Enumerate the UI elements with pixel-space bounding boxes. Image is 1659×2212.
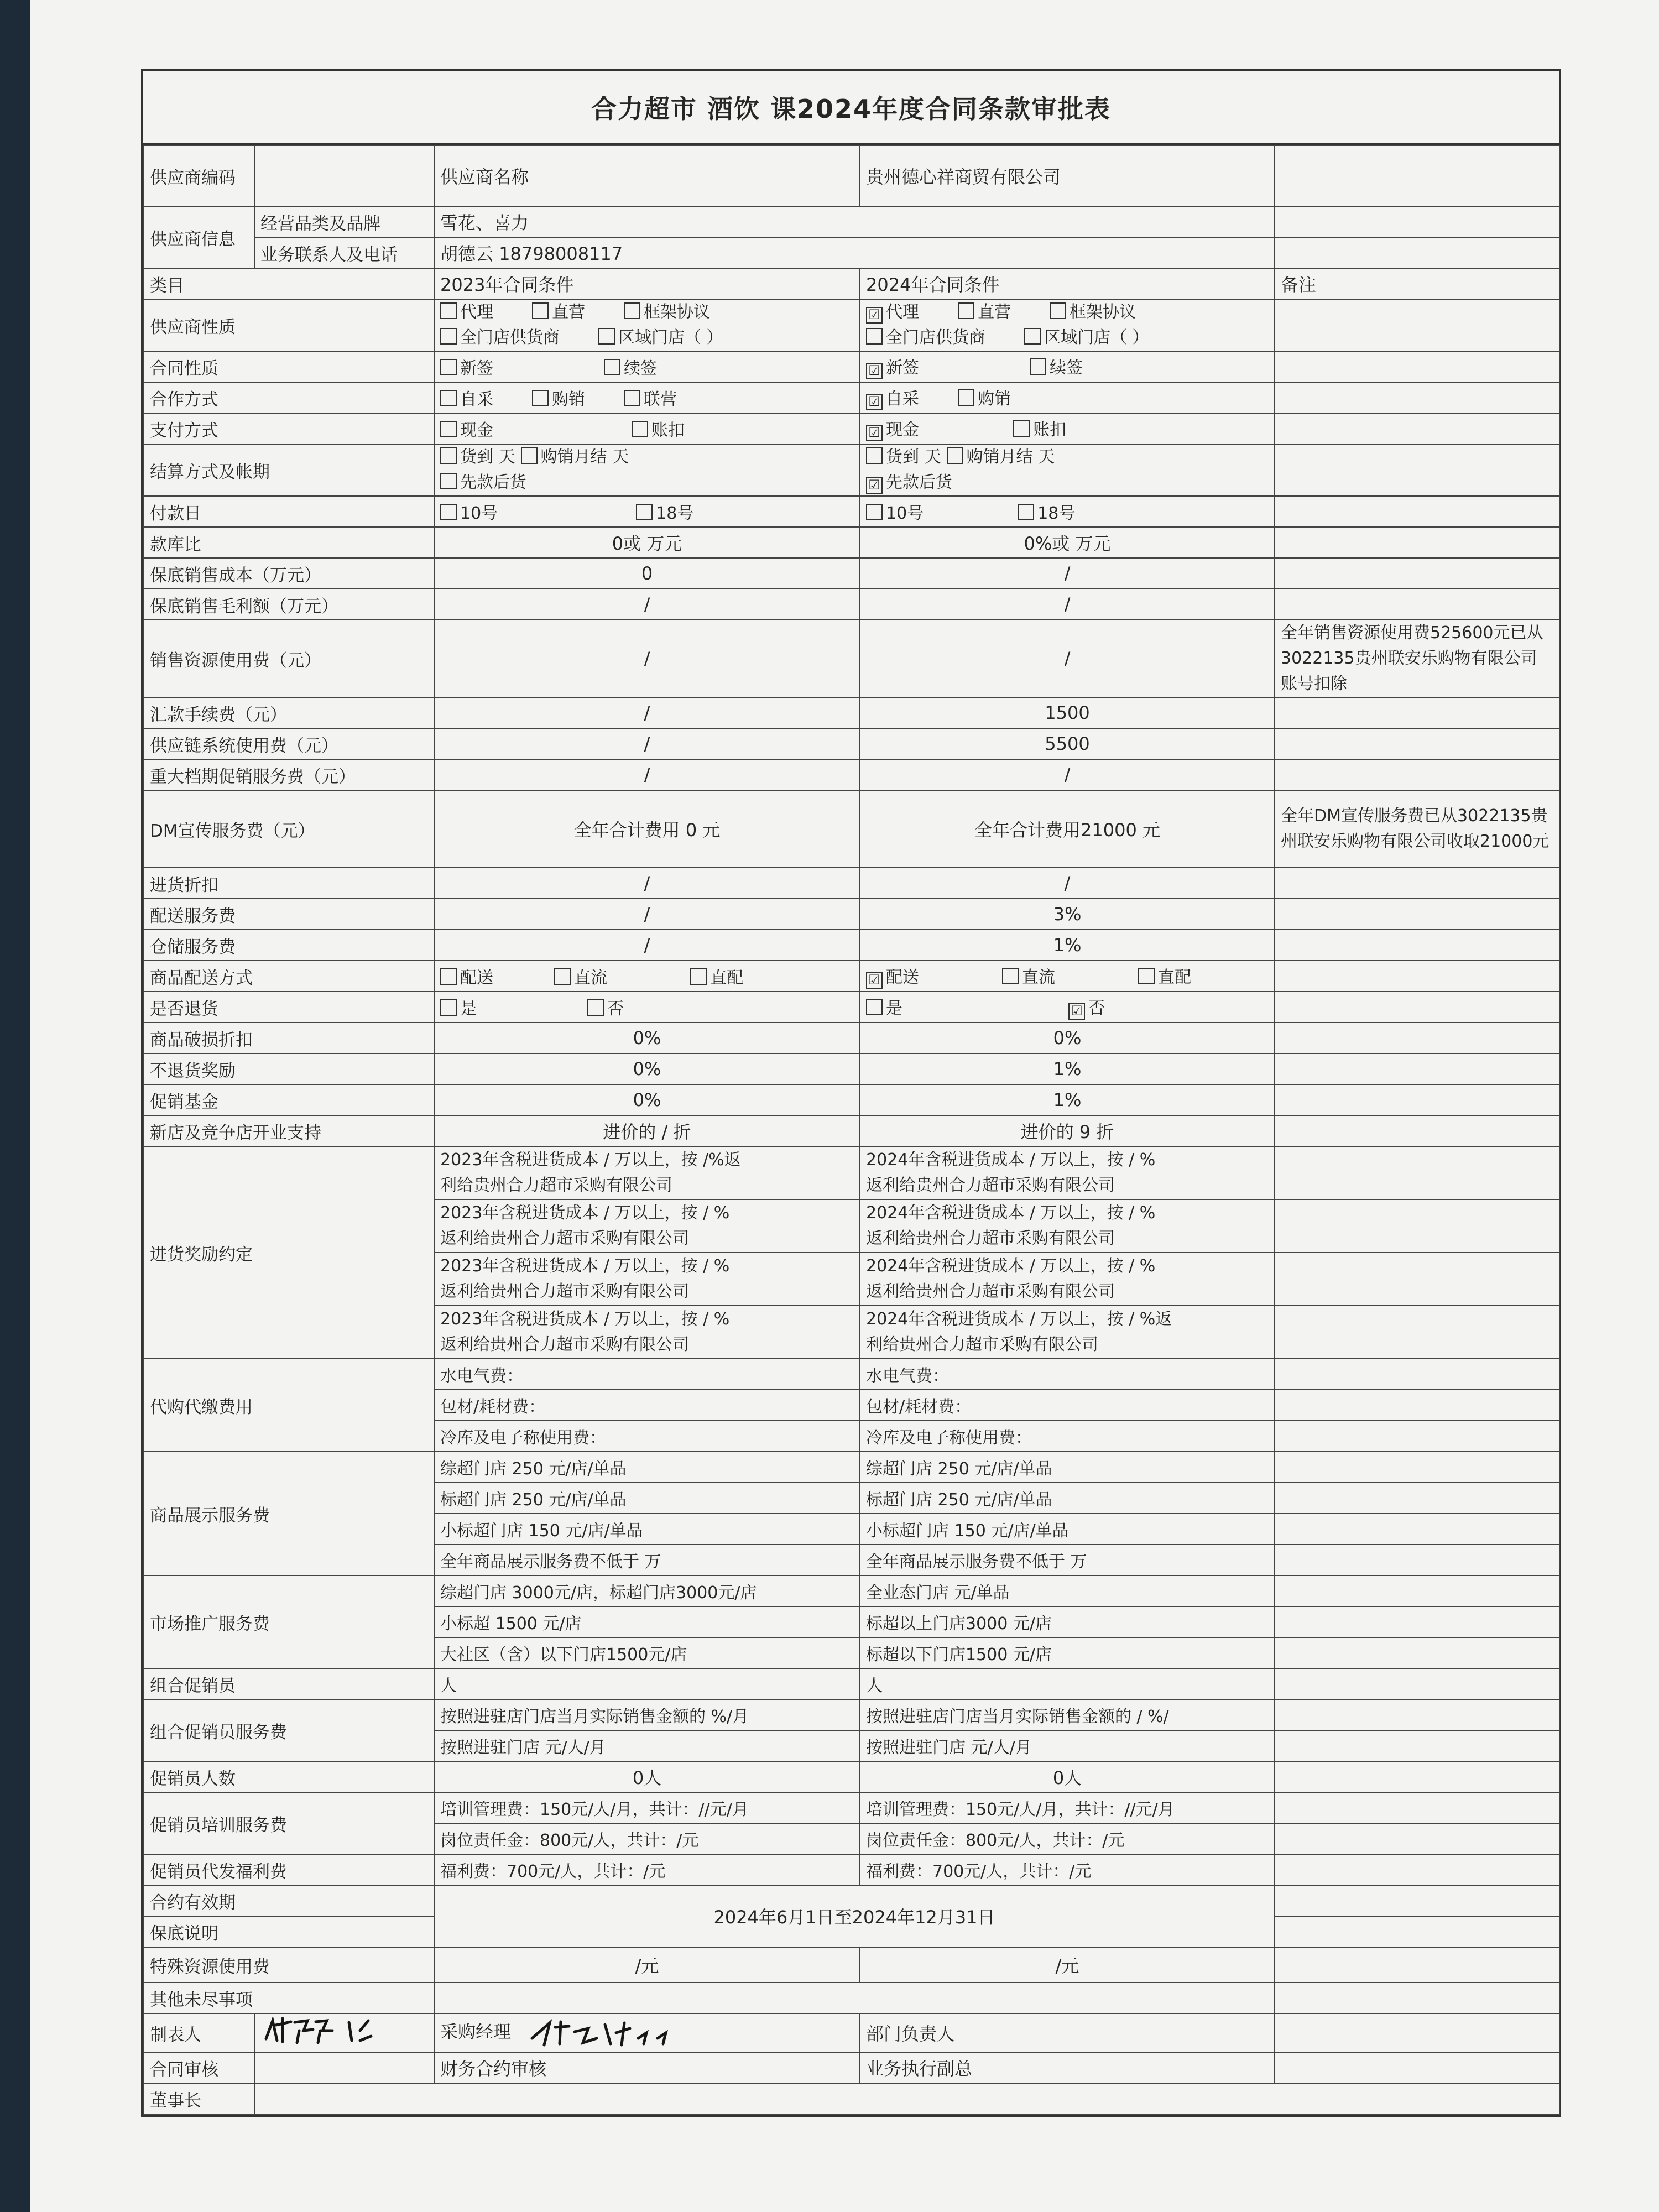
checkbox-icon — [604, 359, 620, 375]
checkbox-icon — [554, 968, 571, 985]
checkbox-icon — [1002, 968, 1019, 984]
promoter-fee-remark — [1275, 1730, 1559, 1761]
paper-sheet — [30, 0, 1659, 2212]
training-fee-2024: 培训管理费：150元/人/月，共计：//元/月 — [860, 1792, 1275, 1823]
contact-value: 胡德云 18798008117 — [434, 237, 1275, 268]
delivery-fee-2023: / — [434, 899, 860, 930]
checkbox-icon — [1018, 504, 1034, 520]
no-return-reward-2024: 1% — [860, 1053, 1275, 1084]
no-return-reward-remark — [1275, 1053, 1559, 1084]
promoter-2023: 人 — [434, 1668, 860, 1699]
display-fee-remark — [1275, 1483, 1559, 1514]
checked-checkbox-icon: ☑ — [866, 477, 883, 494]
category-label: 经营品类及品牌 — [254, 206, 434, 237]
dept-head-label: 部门负责人 — [860, 2013, 1275, 2052]
dept-head-remark — [1275, 2013, 1559, 2052]
rebate-2024-tier1: 2024年含税进货成本 / 万以上，按 / % 返利给贵州合力超市采购有限公司 — [860, 1146, 1275, 1199]
contract-nature-remark — [1275, 351, 1559, 382]
checkbox-icon — [440, 473, 457, 489]
supplier-name-remark — [1275, 145, 1559, 206]
supplier-name-value: 贵州德心祥商贸有限公司 — [860, 145, 1275, 206]
rebate-2024-tier3: 2024年含税进货成本 / 万以上，按 / % 返利给贵州合力超市采购有限公司 — [860, 1253, 1275, 1306]
handwritten-signature-icon — [528, 2016, 705, 2049]
checkbox-icon — [598, 328, 615, 345]
supplier-code-value — [254, 145, 434, 206]
approval-form — [141, 69, 1561, 2117]
storage-fee-2024: 1% — [860, 930, 1275, 961]
proxy-fee-remark — [1275, 1421, 1559, 1452]
remit-fee-remark — [1275, 697, 1559, 728]
promoter-fee-2024: 按照进驻店门店当月实际销售金额的 / %/ — [860, 1699, 1275, 1730]
checkbox-icon — [1050, 302, 1066, 319]
supply-chain-fee-2024: 5500 — [860, 728, 1275, 759]
rebate-remark — [1275, 1253, 1559, 1306]
review-value — [254, 2052, 434, 2083]
nature-2024: ☑ 代理 直营 框架协议 全门店供货商 区域门店（ ） — [860, 299, 1275, 351]
market-fee-remark — [1275, 1575, 1559, 1606]
checkbox-icon — [958, 389, 974, 406]
welfare-2023: 福利费：700元/人，共计：/元 — [434, 1854, 860, 1885]
purchase-discount-remark — [1275, 868, 1559, 899]
checkbox-icon — [1024, 328, 1041, 345]
promoter-fee-remark — [1275, 1699, 1559, 1730]
min-sales-cost-label: 保底销售成本（万元） — [144, 558, 434, 589]
delivery-fee-label: 配送服务费 — [144, 899, 434, 930]
checked-checkbox-icon: ☑ — [866, 363, 883, 379]
rebate-2023-tier4: 2023年含税进货成本 / 万以上，按 / % 返利给贵州合力超市采购有限公司 — [434, 1306, 860, 1359]
payment-method-label: 支付方式 — [144, 413, 434, 444]
display-fee-remark — [1275, 1514, 1559, 1545]
remit-fee-label: 汇款手续费（元） — [144, 697, 434, 728]
promo-fund-2023: 0% — [434, 1084, 860, 1115]
maker-label: 制表人 — [144, 2013, 254, 2052]
checkbox-icon — [958, 302, 974, 319]
proxy-fee-2023: 冷库及电子称使用费： — [434, 1421, 860, 1452]
chairman-value — [254, 2083, 1559, 2114]
pay-day-2023: 10号 18号 — [434, 496, 860, 527]
market-fee-2023: 小标超 1500 元/店 — [434, 1606, 860, 1637]
settlement-label: 结算方式及帐期 — [144, 444, 434, 496]
rebate-2023-tier1: 2023年含税进货成本 / 万以上，按 /%返 利给贵州合力超市采购有限公司 — [434, 1146, 860, 1199]
purchase-discount-2023: / — [434, 868, 860, 899]
nature-label: 供应商性质 — [144, 299, 434, 351]
display-fee-2023: 标超门店 250 元/店/单品 — [434, 1483, 860, 1514]
storage-fee-remark — [1275, 930, 1559, 961]
settlement-2023: 货到 天 购销月结 天 先款后货 — [434, 444, 860, 496]
checked-checkbox-icon: ☑ — [866, 425, 883, 441]
no-return-reward-2023: 0% — [434, 1053, 860, 1084]
distribution-2023: 配送 直流 直配 — [434, 961, 860, 992]
responsibility-fee-2023: 岗位责任金：800元/人，共计：/元 — [434, 1823, 860, 1854]
market-fee-2023: 综超门店 3000元/店，标超门店3000元/店 — [434, 1575, 860, 1606]
checkbox-icon — [440, 999, 457, 1016]
checkbox-icon — [866, 504, 883, 520]
manager-label: 采购经理 — [440, 2021, 512, 2042]
market-fee-2023: 大社区（含）以下门店1500元/店 — [434, 1637, 860, 1668]
promoter-fee-2024: 按照进驻门店 元/人/月 — [860, 1730, 1275, 1761]
checkbox-icon — [632, 421, 648, 437]
special-fee-label: 特殊资源使用费 — [144, 1947, 434, 1983]
rebate-remark — [1275, 1146, 1559, 1199]
contract-nature-label: 合同性质 — [144, 351, 434, 382]
contact-label: 业务联系人及电话 — [254, 237, 434, 268]
checkbox-icon — [440, 359, 457, 375]
checkbox-icon — [636, 504, 653, 520]
handwritten-signature-icon — [260, 2014, 426, 2047]
returns-remark — [1275, 992, 1559, 1022]
display-fee-2023: 小标超门店 150 元/店/单品 — [434, 1514, 860, 1545]
holiday-promo-fee-remark — [1275, 759, 1559, 790]
welfare-remark — [1275, 1854, 1559, 1885]
checkbox-icon — [532, 390, 549, 406]
display-fee-label: 商品展示服务费 — [144, 1452, 434, 1575]
coop-2023: 自采 购销 联营 — [434, 382, 860, 413]
stock-ratio-label: 款库比 — [144, 527, 434, 558]
stock-ratio-2024: 0%或 万元 — [860, 527, 1275, 558]
checked-checkbox-icon: ☑ — [866, 394, 883, 410]
coop-2024: ☑ 自采 购销 — [860, 382, 1275, 413]
checkbox-icon — [440, 302, 457, 319]
header-2023: 2023年合同条件 — [434, 268, 860, 299]
validity-label: 合约有效期 — [144, 1885, 434, 1916]
proxy-fee-2024: 包材/耗材费： — [860, 1390, 1275, 1421]
promoter-fee-label: 组合促销员服务费 — [144, 1699, 434, 1761]
market-fee-2024: 标超以下门店1500 元/店 — [860, 1637, 1275, 1668]
min-sales-cost-2023: 0 — [434, 558, 860, 589]
checkbox-icon — [440, 421, 457, 437]
rebate-remark — [1275, 1306, 1559, 1359]
distribution-2024: ☑ 配送 直流 直配 — [860, 961, 1275, 992]
checkbox-icon — [624, 302, 640, 319]
damage-discount-remark — [1275, 1022, 1559, 1053]
proxy-fee-2023: 水电气费： — [434, 1359, 860, 1390]
display-fee-remark — [1275, 1452, 1559, 1483]
stock-ratio-2023: 0或 万元 — [434, 527, 860, 558]
payment-method-2023: 现金 账扣 — [434, 413, 860, 444]
market-fee-remark — [1275, 1637, 1559, 1668]
contact-remark — [1275, 237, 1559, 268]
checkbox-icon — [1013, 420, 1030, 437]
dm-fee-label: DM宣传服务费（元） — [144, 790, 434, 868]
supplier-info-label: 供应商信息 — [144, 206, 254, 268]
damage-discount-label: 商品破损折扣 — [144, 1022, 434, 1053]
nature-2023: 代理 直营 框架协议 全门店供货商 区域门店（ ） — [434, 299, 860, 351]
no-return-reward-label: 不退货奖励 — [144, 1053, 434, 1084]
new-store-support-2023: 进价的 / 折 — [434, 1115, 860, 1146]
checkbox-icon — [521, 447, 538, 464]
welfare-2024: 福利费：700元/人，共计：/元 — [860, 1854, 1275, 1885]
supply-chain-fee-label: 供应链系统使用费（元） — [144, 728, 434, 759]
checked-checkbox-icon: ☑ — [1068, 1003, 1085, 1020]
nature-remark — [1275, 299, 1559, 351]
delivery-fee-2024: 3% — [860, 899, 1275, 930]
proxy-fee-remark — [1275, 1390, 1559, 1421]
promo-fund-label: 促销基金 — [144, 1084, 434, 1115]
finance-label: 财务合约审核 — [434, 2052, 860, 2083]
contract-nature-2023: 新签 续签 — [434, 351, 860, 382]
chairman-label: 董事长 — [144, 2083, 254, 2114]
guarantee-note-remark — [1275, 1916, 1559, 1947]
pay-day-remark — [1275, 496, 1559, 527]
delivery-fee-remark — [1275, 899, 1559, 930]
promoter-label: 组合促销员 — [144, 1668, 434, 1699]
new-store-support-remark — [1275, 1115, 1559, 1146]
checkbox-icon — [1030, 358, 1046, 375]
storage-fee-label: 仓储服务费 — [144, 930, 434, 961]
responsibility-fee-2024: 岗位责任金：800元/人，共计：/元 — [860, 1823, 1275, 1854]
distribution-label: 商品配送方式 — [144, 961, 434, 992]
training-fee-2023: 培训管理费：150元/人/月，共计：//元/月 — [434, 1792, 860, 1823]
holiday-promo-fee-2023: / — [434, 759, 860, 790]
min-sales-cost-remark — [1275, 558, 1559, 589]
promoter-count-2024: 0人 — [860, 1761, 1275, 1792]
display-fee-2024: 标超门店 250 元/店/单品 — [860, 1483, 1275, 1514]
min-gross-profit-label: 保底销售毛利额（万元） — [144, 589, 434, 620]
min-gross-profit-remark — [1275, 589, 1559, 620]
pay-day-2024: 10号 18号 — [860, 496, 1275, 527]
remit-fee-2023: / — [434, 697, 860, 728]
dm-fee-2024: 全年合计费用21000 元 — [860, 790, 1275, 868]
promoter-2024: 人 — [860, 1668, 1275, 1699]
checkbox-icon — [690, 968, 707, 985]
sales-resource-fee-2023: / — [434, 620, 860, 697]
display-fee-2024: 小标超门店 150 元/店/单品 — [860, 1514, 1275, 1545]
exec-remark — [1275, 2052, 1559, 2083]
returns-2024: 是 ☑ 否 — [860, 992, 1275, 1022]
promo-fund-2024: 1% — [860, 1084, 1275, 1115]
pay-day-label: 付款日 — [144, 496, 434, 527]
supplier-name-label: 供应商名称 — [434, 145, 860, 206]
rebate-2024-tier2: 2024年含税进货成本 / 万以上，按 / % 返利给贵州合力超市采购有限公司 — [860, 1199, 1275, 1253]
supply-chain-fee-2023: / — [434, 728, 860, 759]
display-fee-2024: 全年商品展示服务费不低于 万 — [860, 1545, 1275, 1575]
checkbox-icon — [532, 302, 549, 319]
checked-checkbox-icon: ☑ — [866, 307, 883, 324]
market-fee-2024: 标超以上门店3000 元/店 — [860, 1606, 1275, 1637]
checkbox-icon — [440, 390, 457, 406]
promoter-remark — [1275, 1668, 1559, 1699]
supply-chain-fee-remark — [1275, 728, 1559, 759]
form-title: 合力超市 酒饮 课2024年度合同条款审批表 — [143, 71, 1559, 145]
payment-method-2024: ☑ 现金 账扣 — [860, 413, 1275, 444]
proxy-fees-label: 代购代缴费用 — [144, 1359, 434, 1452]
review-label: 合同审核 — [144, 2052, 254, 2083]
dm-fee-2023: 全年合计费用 0 元 — [434, 790, 860, 868]
guarantee-note-label: 保底说明 — [144, 1916, 434, 1947]
dm-fee-remark: 全年DM宣传服务费已从3022135贵州联安乐购物有限公司收取21000元 — [1275, 790, 1559, 868]
proxy-fee-2024: 水电气费： — [860, 1359, 1275, 1390]
settlement-2024: 货到 天 购销月结 天 ☑ 先款后货 — [860, 444, 1275, 496]
distribution-remark — [1275, 961, 1559, 992]
form-table — [143, 145, 1560, 2115]
responsibility-fee-remark — [1275, 1823, 1559, 1854]
damage-discount-2024: 0% — [860, 1022, 1275, 1053]
promoter-fee-2023: 按照进驻门店 元/人/月 — [434, 1730, 860, 1761]
proxy-fee-2024: 冷库及电子称使用费： — [860, 1421, 1275, 1452]
promoter-count-remark — [1275, 1761, 1559, 1792]
market-fee-label: 市场推广服务费 — [144, 1575, 434, 1668]
rebate-2024-tier4: 2024年含税进货成本 / 万以上，按 / %返 利给贵州合力超市采购有限公司 — [860, 1306, 1275, 1359]
exec-label: 业务执行副总 — [860, 2052, 1275, 2083]
returns-label: 是否退货 — [144, 992, 434, 1022]
contract-nature-2024: ☑ 新签 续签 — [860, 351, 1275, 382]
training-fee-label: 促销员培训服务费 — [144, 1792, 434, 1854]
manager-cell — [434, 2013, 860, 2052]
min-sales-cost-2024: / — [860, 558, 1275, 589]
remit-fee-2024: 1500 — [860, 697, 1275, 728]
coop-label: 合作方式 — [144, 382, 434, 413]
rebate-remark — [1275, 1199, 1559, 1253]
rebate-2023-tier3: 2023年含税进货成本 / 万以上，按 / % 返利给贵州合力超市采购有限公司 — [434, 1253, 860, 1306]
min-gross-profit-2024: / — [860, 589, 1275, 620]
checkbox-icon — [440, 968, 457, 985]
promoter-count-2023: 0人 — [434, 1761, 860, 1792]
promo-fund-remark — [1275, 1084, 1559, 1115]
checkbox-icon — [866, 328, 883, 345]
purchase-discount-label: 进货折扣 — [144, 868, 434, 899]
checkbox-icon — [440, 328, 457, 345]
checkbox-icon — [440, 504, 457, 520]
new-store-support-label: 新店及竞争店开业支持 — [144, 1115, 434, 1146]
purchase-rebate-label: 进货奖励约定 — [144, 1146, 434, 1359]
checkbox-icon — [440, 447, 457, 464]
rebate-2023-tier2: 2023年含税进货成本 / 万以上，按 / % 返利给贵州合力超市采购有限公司 — [434, 1199, 860, 1253]
checkbox-icon — [866, 999, 883, 1015]
display-fee-remark — [1275, 1545, 1559, 1575]
other-value — [434, 1983, 1275, 2013]
welfare-label: 促销员代发福利费 — [144, 1854, 434, 1885]
returns-2023: 是 否 — [434, 992, 860, 1022]
storage-fee-2023: / — [434, 930, 860, 961]
display-fee-2023: 全年商品展示服务费不低于 万 — [434, 1545, 860, 1575]
min-gross-profit-2023: / — [434, 589, 860, 620]
display-fee-2024: 综超门店 250 元/店/单品 — [860, 1452, 1275, 1483]
category-value: 雪花、喜力 — [434, 206, 1275, 237]
market-fee-2024: 全业态门店 元/单品 — [860, 1575, 1275, 1606]
checkbox-icon — [587, 999, 604, 1016]
stock-ratio-remark — [1275, 527, 1559, 558]
maker-signature — [254, 2013, 434, 2052]
payment-method-remark — [1275, 413, 1559, 444]
holiday-promo-fee-label: 重大档期促销服务费（元） — [144, 759, 434, 790]
other-remark — [1275, 1983, 1559, 2013]
special-fee-2023: /元 — [434, 1947, 860, 1983]
checkbox-icon — [866, 447, 883, 464]
checkbox-icon — [947, 447, 963, 464]
other-label: 其他未尽事项 — [144, 1983, 434, 2013]
checkbox-icon — [1138, 968, 1155, 984]
special-fee-2024: /元 — [860, 1947, 1275, 1983]
category-remark — [1275, 206, 1559, 237]
training-fee-remark — [1275, 1792, 1559, 1823]
validity-value: 2024年6月1日至2024年12月31日 — [434, 1885, 1275, 1947]
promoter-fee-2023: 按照进驻店门店当月实际销售金额的 %/月 — [434, 1699, 860, 1730]
header-remarks: 备注 — [1275, 268, 1559, 299]
proxy-fee-remark — [1275, 1359, 1559, 1390]
checked-checkbox-icon: ☑ — [866, 972, 883, 989]
header-2024: 2024年合同条件 — [860, 268, 1275, 299]
market-fee-remark — [1275, 1606, 1559, 1637]
validity-remark — [1275, 1885, 1559, 1916]
purchase-discount-2024: / — [860, 868, 1275, 899]
settlement-remark — [1275, 444, 1559, 496]
checkbox-icon — [624, 390, 640, 406]
new-store-support-2024: 进价的 9 折 — [860, 1115, 1275, 1146]
proxy-fee-2023: 包材/耗材费： — [434, 1390, 860, 1421]
damage-discount-2023: 0% — [434, 1022, 860, 1053]
sales-resource-fee-2024: / — [860, 620, 1275, 697]
supplier-code-label: 供应商编码 — [144, 145, 254, 206]
display-fee-2023: 综超门店 250 元/店/单品 — [434, 1452, 860, 1483]
header-item: 类目 — [144, 268, 434, 299]
sales-resource-fee-remark: 全年销售资源使用费525600元已从3022135贵州联安乐购物有限公司账号扣除 — [1275, 620, 1559, 697]
coop-remark — [1275, 382, 1559, 413]
promoter-count-label: 促销员人数 — [144, 1761, 434, 1792]
holiday-promo-fee-2024: / — [860, 759, 1275, 790]
sales-resource-fee-label: 销售资源使用费（元） — [144, 620, 434, 697]
special-fee-remark — [1275, 1947, 1559, 1983]
